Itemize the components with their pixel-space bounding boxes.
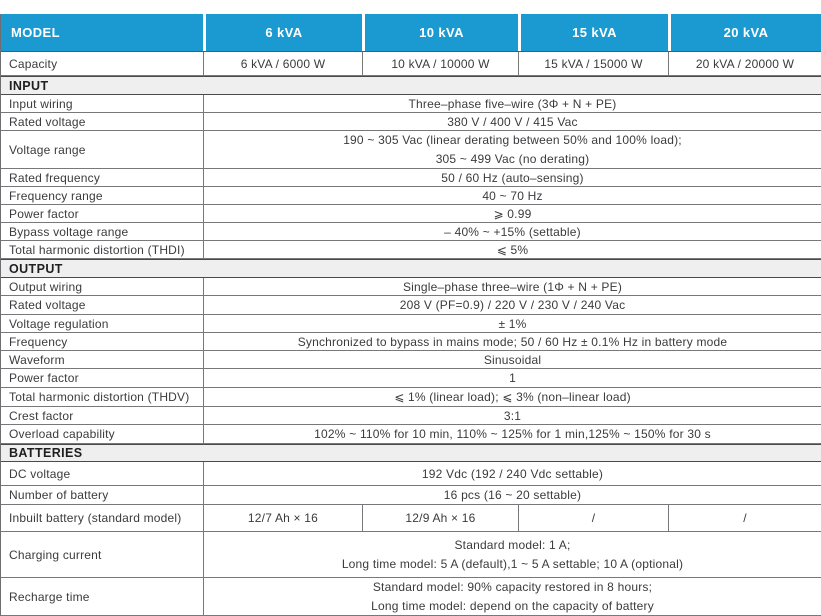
value-cell: 10 kVA / 10000 W bbox=[362, 52, 518, 75]
row-label: Rated voltage bbox=[9, 298, 86, 312]
row-value: 1 bbox=[203, 369, 821, 387]
section-title: INPUT bbox=[9, 78, 49, 93]
spec-table bbox=[0, 14, 821, 616]
table-row bbox=[1, 113, 821, 131]
row-value: 192 Vdc (192 / 240 Vdc settable) bbox=[203, 462, 821, 485]
table-row bbox=[1, 315, 821, 333]
value-line: 190 ~ 305 Vac (linear derating between 50% and 100% load); bbox=[343, 132, 682, 147]
column-header: 15 kVA bbox=[518, 14, 668, 51]
row-label: Power factor bbox=[9, 371, 79, 385]
value-cell: 12/7 Ah × 16 bbox=[203, 505, 362, 531]
section-title: BATTERIES bbox=[9, 446, 83, 460]
row-label: Rated voltage bbox=[9, 114, 86, 129]
row-value: 102% ~ 110% for 10 min, 110% ~ 125% for 1 min,125% ~ 150% for 30 s bbox=[203, 425, 821, 443]
row-value bbox=[203, 131, 821, 168]
row-value bbox=[203, 532, 821, 577]
row-value: Three–phase five–wire (3Φ + N + PE) bbox=[203, 95, 821, 112]
section-row bbox=[1, 76, 821, 95]
row-value: 380 V / 400 V / 415 Vac bbox=[203, 113, 821, 130]
table-row bbox=[1, 369, 821, 388]
table-row bbox=[1, 486, 821, 505]
section-row bbox=[1, 444, 821, 462]
table-row bbox=[1, 333, 821, 351]
row-value: Synchronized to bypass in mains mode; 50 / 60 Hz ± 0.1% Hz in battery mode bbox=[203, 333, 821, 350]
row-label: Crest factor bbox=[9, 408, 74, 423]
row-label: Number of battery bbox=[9, 488, 109, 502]
section-row bbox=[1, 259, 821, 278]
table-row bbox=[1, 462, 821, 486]
column-header: 20 kVA bbox=[668, 14, 821, 51]
row-value: 3:1 bbox=[203, 407, 821, 424]
table-row bbox=[1, 532, 821, 578]
row-label: Recharge time bbox=[9, 589, 90, 604]
table-row bbox=[1, 578, 821, 616]
row-value: Single–phase three–wire (1Φ + N + PE) bbox=[203, 278, 821, 295]
model-header-cell: MODEL bbox=[1, 14, 203, 51]
row-value bbox=[203, 578, 821, 615]
table-row bbox=[1, 241, 821, 259]
value-line: Standard model: 90% capacity restored in 8 hours; bbox=[372, 579, 653, 594]
value-cell: 12/9 Ah × 16 bbox=[362, 505, 518, 531]
table-row bbox=[1, 95, 821, 113]
row-label: Charging current bbox=[9, 547, 102, 562]
value-line: Long time model: depend on the capacity of battery bbox=[371, 598, 654, 613]
row-label: Input wiring bbox=[9, 96, 73, 111]
row-label: Capacity bbox=[9, 56, 58, 71]
table-row bbox=[1, 223, 821, 241]
section-title: OUTPUT bbox=[9, 261, 63, 276]
table-row bbox=[1, 187, 821, 205]
table-header-row bbox=[1, 14, 821, 52]
row-label: Voltage regulation bbox=[9, 316, 109, 331]
value-line: 305 ~ 499 Vac (no derating) bbox=[435, 151, 590, 166]
row-label: Frequency range bbox=[9, 188, 103, 203]
row-label: Rated frequency bbox=[9, 170, 101, 185]
table-row bbox=[1, 425, 821, 444]
row-value: 208 V (PF=0.9) / 220 V / 230 V / 240 Vac bbox=[203, 296, 821, 314]
row-value: 16 pcs (16 ~ 20 settable) bbox=[203, 486, 821, 504]
row-label: Output wiring bbox=[9, 279, 83, 294]
row-value: ⩾ 0.99 bbox=[203, 205, 821, 222]
value-cell: / bbox=[668, 505, 821, 531]
table-row bbox=[1, 351, 821, 369]
row-label: Overload capability bbox=[9, 427, 115, 441]
table-row bbox=[1, 205, 821, 223]
row-label: Total harmonic distortion (THDI) bbox=[9, 242, 185, 257]
column-header: 10 kVA bbox=[362, 14, 518, 51]
value-cell: / bbox=[518, 505, 668, 531]
row-label: DC voltage bbox=[9, 466, 71, 481]
row-label: Power factor bbox=[9, 206, 79, 221]
row-value: Sinusoidal bbox=[203, 351, 821, 368]
table-row bbox=[1, 131, 821, 169]
row-label: Frequency bbox=[9, 334, 68, 349]
column-header: 6 kVA bbox=[203, 14, 362, 51]
row-value: ⩽ 1% (linear load); ⩽ 3% (non–linear load) bbox=[203, 388, 821, 406]
row-label: Waveform bbox=[9, 352, 65, 367]
table-row bbox=[1, 388, 821, 407]
table-row bbox=[1, 407, 821, 425]
row-value: ± 1% bbox=[203, 315, 821, 332]
row-value: – 40% ~ +15% (settable) bbox=[203, 223, 821, 240]
table-row bbox=[1, 52, 821, 76]
row-value: 50 / 60 Hz (auto–sensing) bbox=[203, 169, 821, 186]
value-line: Standard model: 1 A; bbox=[454, 537, 571, 552]
value-cell: 20 kVA / 20000 W bbox=[668, 52, 821, 75]
row-label: Total harmonic distortion (THDV) bbox=[9, 390, 190, 404]
value-cell: 15 kVA / 15000 W bbox=[518, 52, 668, 75]
row-value: ⩽ 5% bbox=[203, 241, 821, 258]
table-row bbox=[1, 278, 821, 296]
value-line: Long time model: 5 A (default),1 ~ 5 A settable; 10 A (optional) bbox=[341, 556, 684, 571]
table-row bbox=[1, 505, 821, 532]
table-row bbox=[1, 296, 821, 315]
row-label: Voltage range bbox=[9, 142, 86, 157]
row-label: Bypass voltage range bbox=[9, 224, 129, 239]
value-cell: 6 kVA / 6000 W bbox=[203, 52, 362, 75]
row-label: Inbuilt battery (standard model) bbox=[9, 511, 182, 525]
row-value: 40 ~ 70 Hz bbox=[203, 187, 821, 204]
table-row bbox=[1, 169, 821, 187]
